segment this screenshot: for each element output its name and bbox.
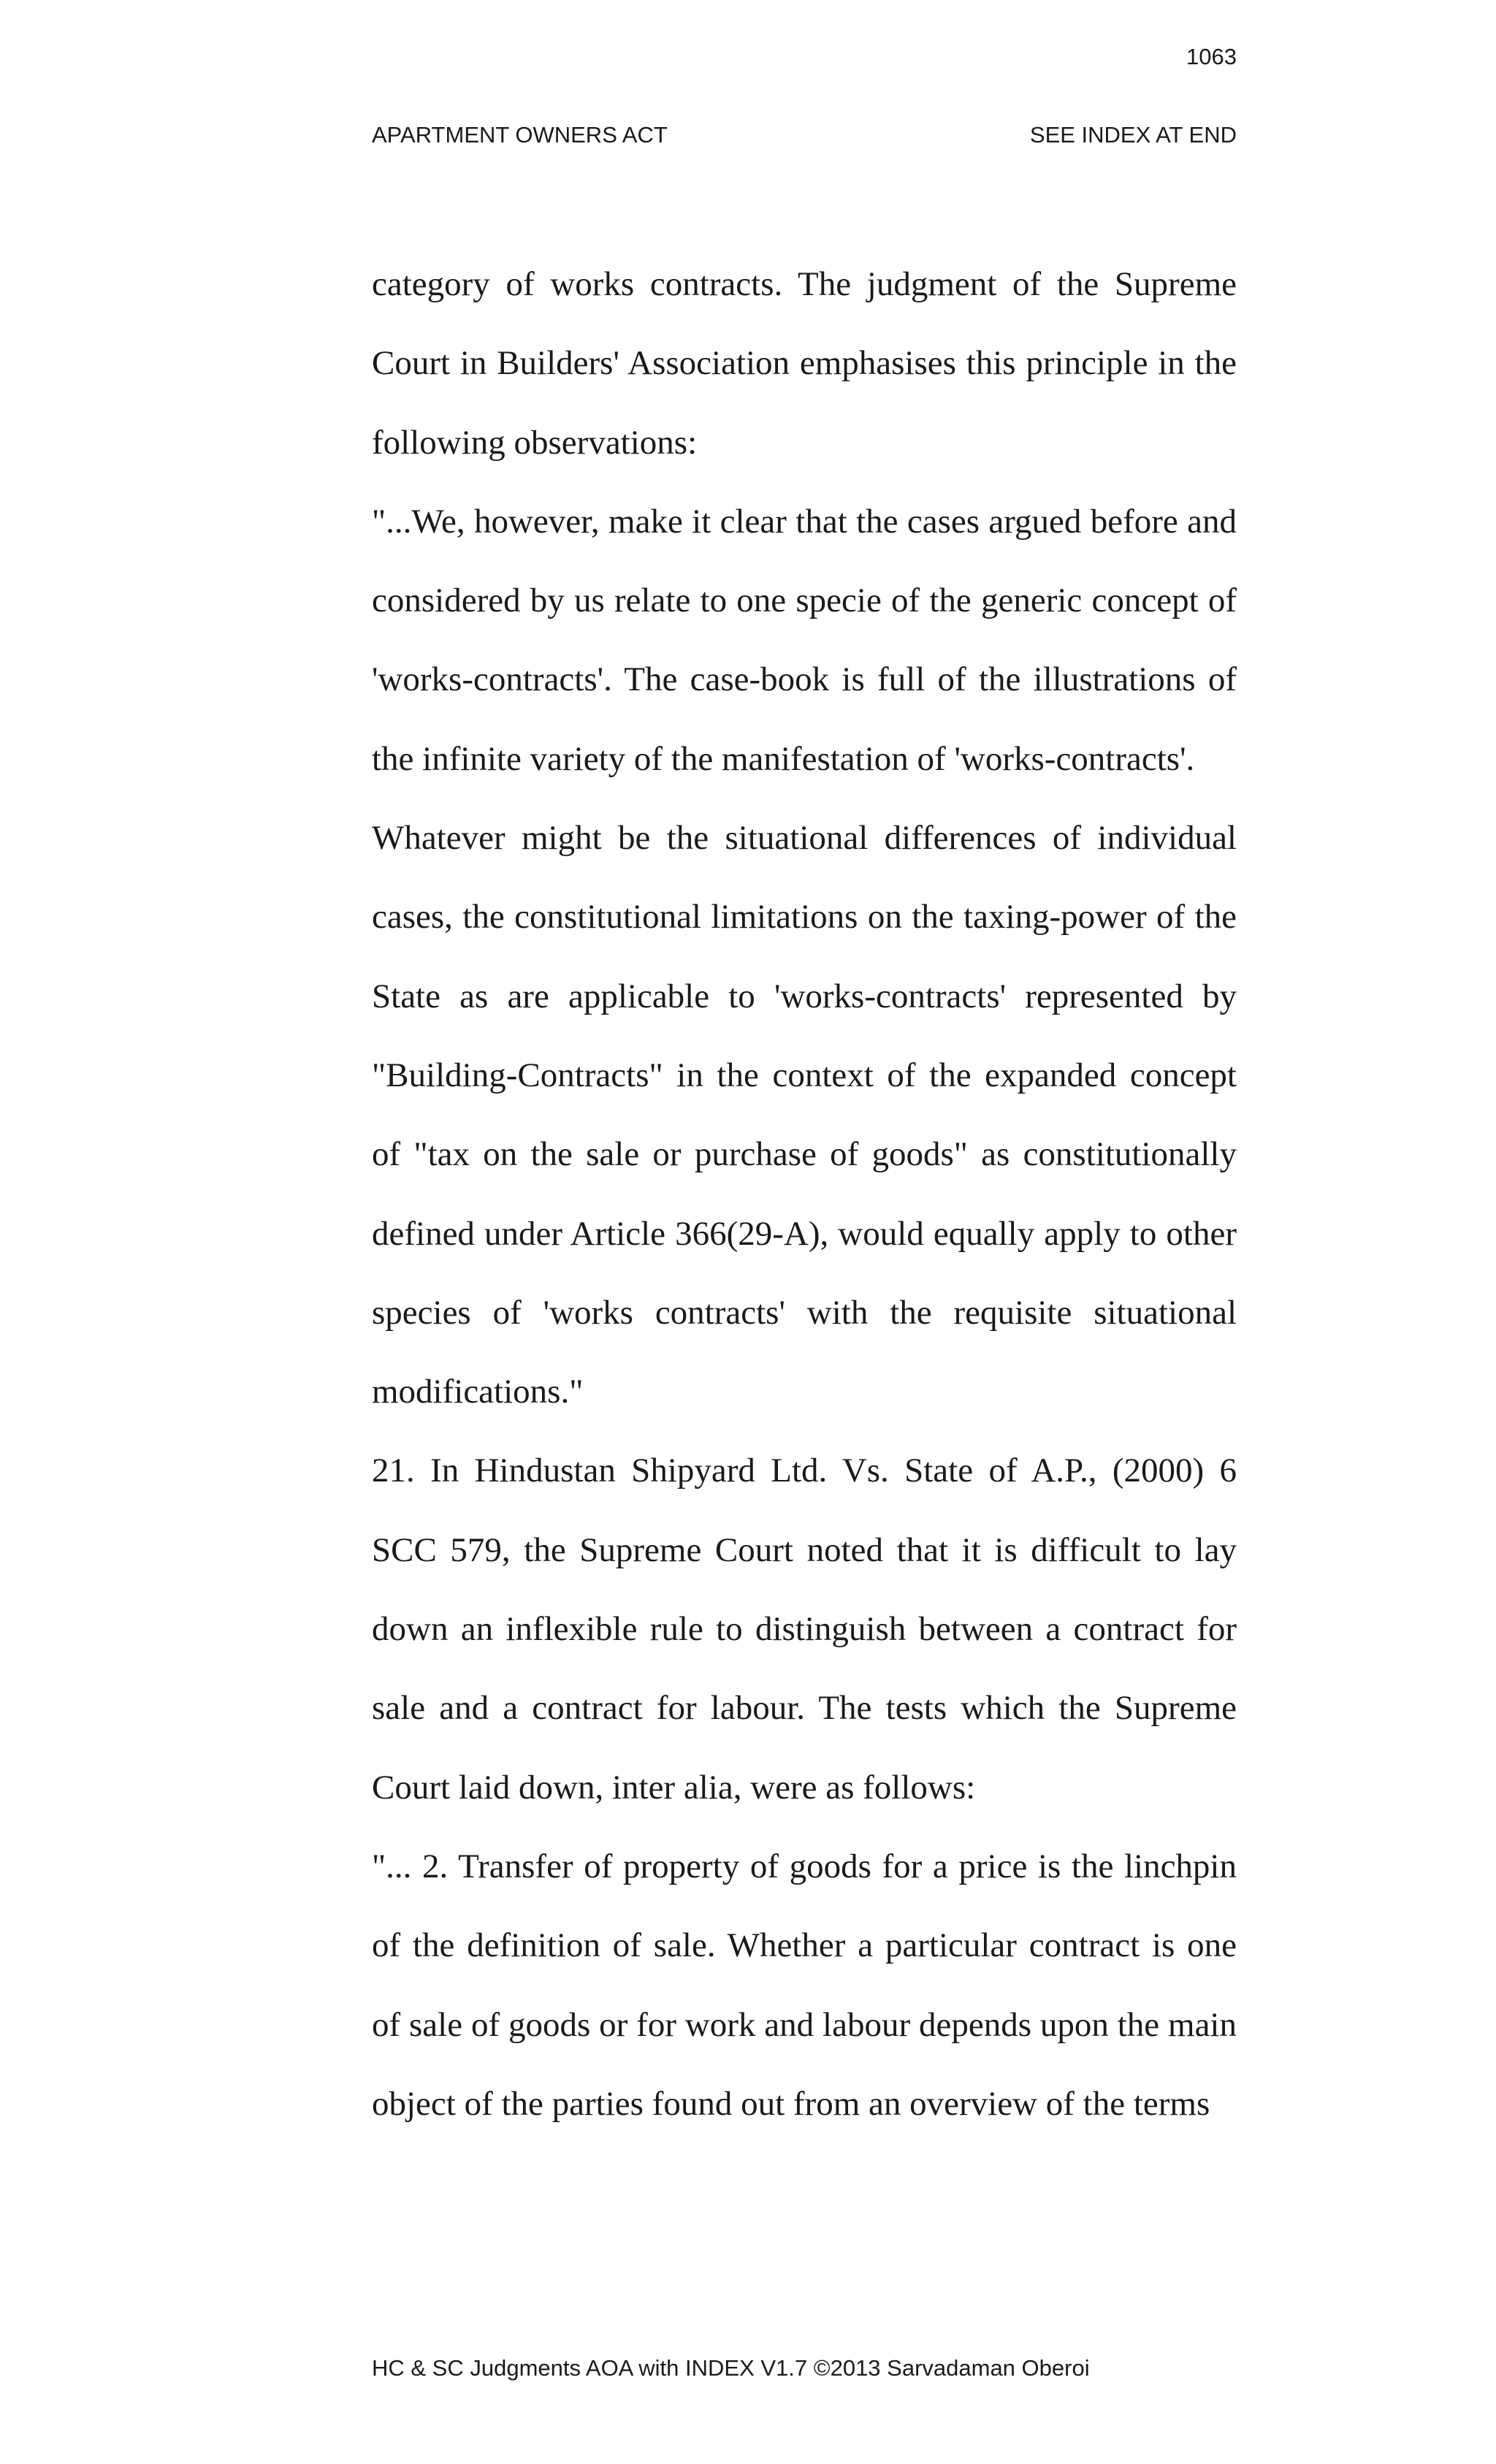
header-left-title: APARTMENT OWNERS ACT xyxy=(372,122,668,148)
page-footer: HC & SC Judgments AOA with INDEX V1.7 ©2013 Sarvadaman Oberoi xyxy=(372,2355,1090,2381)
header-right-note: SEE INDEX AT END xyxy=(1029,122,1237,148)
quote-paragraph: Whatever might be the situational differences of individual cases, the constitutional limitations on the taxing-power of the State as are applicable to 'works-contracts' represented by "Building-Contracts" in the context of the expanded concept of "tax on the sale or purchase of goods" as constitutionally defined under Article 366(29-A), would equally apply to other species of 'works contracts' with the requisite situational modifications." xyxy=(372,819,1237,1411)
paragraph: category of works contracts. The judgment of the Supreme Court in Builders' Association emphasises this principle in the following observations: xyxy=(372,265,1237,462)
page-number: 1063 xyxy=(1186,44,1237,69)
document-body xyxy=(372,245,1237,2143)
quote-paragraph: "...We, however, make it clear that the cases argued before and considered by us relate to one specie of the generic concept of 'works-contracts'. The case-book is full of the illustrations of the infinite variety of the manifestation of 'works-contracts'. xyxy=(372,502,1237,778)
quote-paragraph: "... 2. Transfer of property of goods for a price is the linchpin of the definition of sale. Whether a particular contract is one of sale of goods or for work and labour depends upon the main object of the parties found out from an overview of the terms xyxy=(372,1847,1237,2123)
paragraph: 21. In Hindustan Shipyard Ltd. Vs. State of A.P., (2000) 6 SCC 579, the Supreme Court noted that it is difficult to lay down an inflexible rule to distinguish between a contract for sale and a contract for labour. The tests which the Supreme Court laid down, inter alia, were as follows: xyxy=(372,1452,1237,1807)
running-header xyxy=(372,121,1237,150)
